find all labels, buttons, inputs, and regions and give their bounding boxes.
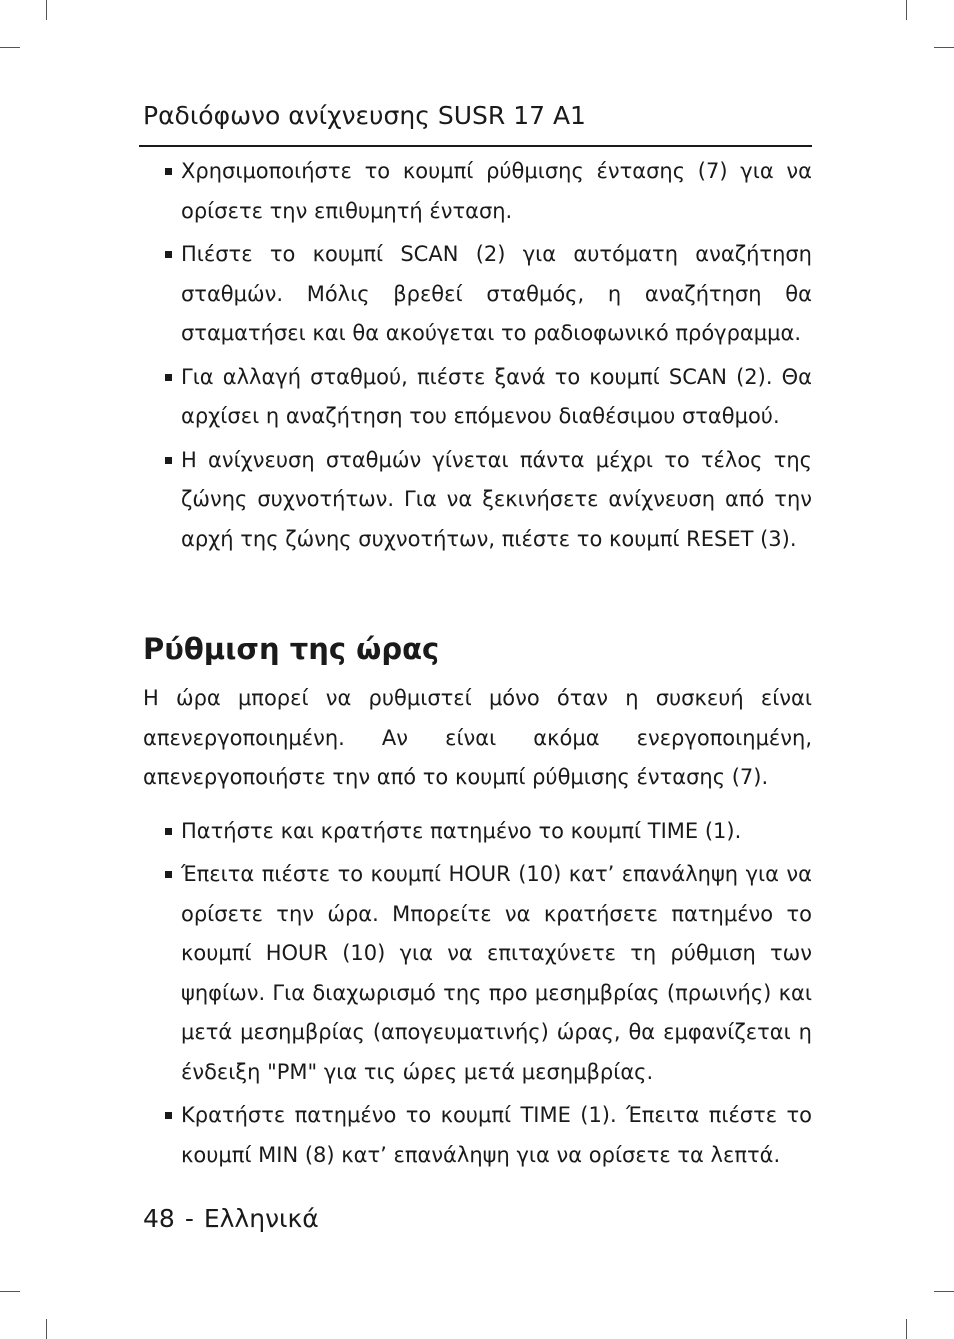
crop-mark <box>934 47 954 48</box>
crop-mark <box>46 0 47 20</box>
list-item <box>143 1096 812 1175</box>
crop-mark <box>934 1291 954 1292</box>
list-item <box>143 152 812 231</box>
crop-mark <box>906 0 907 20</box>
list-item <box>143 358 812 437</box>
crop-mark <box>0 47 20 48</box>
list-item-text: Για αλλαγή σταθμού, πιέστε ξανά το κουμπί SCAN (2). Θα αρχίσει η αναζήτηση του επόμενου διαθέσιμου σταθμού. <box>181 364 812 428</box>
bullet-marker-icon <box>165 871 172 878</box>
header-divider <box>139 145 812 147</box>
bullet-marker-icon <box>165 828 172 835</box>
list-item-text: Η ανίχνευση σταθμών γίνεται πάντα μέχρι το τέλος της ζώνης συχνοτήτων. Για να ξεκινήσετε ανίχνευση από την αρχή της ζώνης συχνοτήτων, πιέστε το κουμπί RESET (3). <box>181 447 812 551</box>
bullet-marker-icon <box>165 251 172 258</box>
page-number: 48 <box>143 1204 175 1233</box>
bullet-marker-icon <box>165 168 172 175</box>
section-heading: Ρύθμιση της ώρας <box>143 632 440 666</box>
bullet-marker-icon <box>165 1112 172 1119</box>
crop-mark <box>906 1319 907 1339</box>
page-footer <box>143 1203 319 1235</box>
list-item <box>143 812 812 852</box>
crop-mark <box>46 1319 47 1339</box>
list-item-text: Έπειτα πιέστε το κουμπί HOUR (10) κατ’ επανάληψη για να ορίσετε την ώρα. Μπορείτε να κρατήσετε πατημένο το κουμπί HOUR (10) για να επιταχύνετε τη ρύθμιση των ψηφίων. Για διαχωρισμό της προ μεσημβρίας (πρωινής) και μετά μεσημβρίας (απογευματινής) ώρας, θα εμφανίζεται η ένδειξη "PM" για τις ώρες μετά μεσημβρίας. <box>181 862 812 1084</box>
list-item-text: Πιέστε το κουμπί SCAN (2) για αυτόματη αναζήτηση σταθμών. Μόλις βρεθεί σταθμός, η αναζήτηση θα σταματήσει και θα ακούγεται το ραδιοφωνικό πρόγραμμα. <box>181 242 812 345</box>
bullet-list-time <box>143 812 812 1176</box>
running-header-title: Ραδιόφωνο ανίχνευσης SUSR 17 A1 <box>143 101 586 130</box>
list-item <box>143 441 812 560</box>
list-item-text: Χρησιμοποιήστε το κουμπί ρύθμισης έντασης (7) για να ορίσετε την επιθυμητή ένταση. <box>181 159 812 223</box>
bullet-marker-icon <box>165 457 172 464</box>
list-item <box>143 855 812 1092</box>
list-item-text: Κρατήστε πατημένο το κουμπί TIME (1). Έπειτα πιέστε το κουμπί MIN (8) κατ’ επανάληψη για να ορίσετε τα λεπτά. <box>181 1103 812 1167</box>
footer-language: Ελληνικά <box>203 1204 319 1233</box>
page-content <box>143 152 812 1179</box>
list-item-text: Πατήστε και κρατήστε πατημένο το κουμπί TIME (1). <box>181 818 742 843</box>
bullet-list-top <box>143 152 812 559</box>
section-intro-paragraph: Η ώρα μπορεί να ρυθμιστεί μόνο όταν η συσκευή είναι απενεργοποιημένη. Αν είναι ακόμα ενεργοποιημένη, απενεργοποιήστε την από το κουμπί ρύθμισης έντασης (7). <box>143 686 812 789</box>
footer-separator: - <box>184 1204 194 1233</box>
crop-mark <box>0 1291 20 1292</box>
bullet-marker-icon <box>165 374 172 381</box>
list-item <box>143 235 812 354</box>
